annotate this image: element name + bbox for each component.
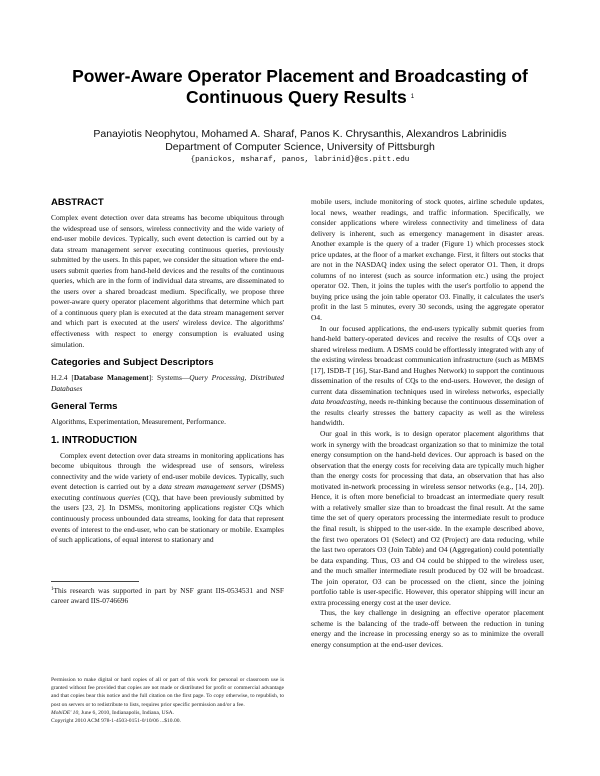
right-paragraph-2: In our focused applications, the end-users typically submit queries from hand-held battery-operated devices and receive the results of CQs over a shared wireless medium. A DSMS could be effortlessly integrated with any of the existing wireless broadcast communication infrastructure (such as MBMS [17], ISDB-T [16], Star-Band and Hughes Network) to support the continuous dissemination of the results of CQs to the end-users. However, the design of current data dissemination techniques used in wireless networks, especially data broadcasting, needs re-thinking because the continuous dissemination of the results clearly stresses the battery capacity as well as the wireless handwidth. — [311, 323, 545, 428]
general-terms-text: Algorithms, Experimentation, Measurement, Performance. — [51, 417, 226, 427]
introduction-heading: 1. INTRODUCTION — [51, 434, 137, 446]
copyright-line: Copyright 2010 ACM 978-1-4503-0151-0/10/06 ...$10.00. — [51, 718, 181, 725]
right-paragraph-3: Our goal in this work, is to design operator placement algorithms that work in synergy with the broadcast organization so that to minimize the total energy consumption on the hand-held devices. Our approach is based on the observation that the energy costs for receiving data are typically much higher than the energy costs for processing that data, an observation that has also motivated in-network processing in wireless sensor networks (e.g., [14, 20]). Hence, it is often more beneficial to broadcast an intermediate query result with a relatively smaller size than to broadcast the final result. At the same time the set of query operators processing the intermediate result to produce the final result, is shipped to the user-side. In the example described above, the first two operators O1 (Select) and O2 (Project) are data reducing, while the last two operators O3 (Join Table) and O4 (Aggregation) could potentially be data expanding. Thus, O3 and O4 could be shipped to the wireless user, and the much smaller intermediate result produced by O2 will be broadcast. The join operator, O3 can be processed on the client, since the joining portfolio table is user-specific. However, this operator shipping will incur an extra processing energy cost at the user device. — [311, 429, 544, 607]
footnote-divider — [51, 581, 139, 582]
left-column — [51, 197, 284, 546]
categories-heading: Categories and Subject Descriptors — [51, 357, 214, 369]
permission-notice — [51, 676, 284, 725]
author-names: Panayiotis Neophytou, Mohamed A. Sharaf, Panos K. Chrysanthis, Alexandros Labrinidis — [93, 128, 507, 140]
permission-text: Permission to make digital or hard copies of all or part of this work for personal or classroom use is granted without fee provided that copies are not made or distributed for profit or commercial advantage and that copies bear this notice and the full citation on the first page. To copy otherwise, to republish, to post on servers or to redistribute to lists, requires prior specific permission and/or a fee. — [51, 677, 284, 708]
author-emails: {panickos, msharaf, panos, labrinid}@cs.pitt.edu — [190, 156, 410, 164]
title-footnote-mark: 1 — [410, 94, 415, 100]
title-line-1: Power-Aware Operator Placement and Broadcasting of — [72, 66, 528, 86]
abstract-text: Complex event detection over data streams has become ubiquitous through the widespread use of sensors, wireless connectivity and the wide variety of end-user mobile devices. Typically, such event detection is carried out by a data stream management server executing continuous queries, previously submitted by the users. In this paper, we consider the situation where the end-users submit queries from hand-held devices and the results of the continuous queries, which are in the form of individual data streams, are disseminated to the users over a shared broadcast medium. Specifically, we propose three power-aware query operator placement algorithms that determine which part of a continuous query plan is executed at the data stream management server and which part is executed at the users' wireless device. The algorithms' effectiveness with respect to energy consumption is evaluated using simulation. — [51, 213, 284, 349]
paper-title — [40, 66, 560, 108]
introduction-paragraph: Complex event detection over data streams in monitoring applications has become ubiquitous through the widespread use of sensors, wireless connectivity and the wide variety of end-user mobile devices. Typically, such event detection is carried out by a data stream management server (DSMS) executing continuous queries (CQ), that have been previously submitted by the users [23, 2]. In DSMSs, monitoring applications register CQs which continuously process unbounded data streams, looking for data that represent events of interest to the end-user, who can be stationary or mobile. Examples of such applications, of equal interest to stationary and — [51, 450, 284, 545]
affiliation: Department of Computer Science, University of Pittsburgh — [165, 141, 435, 153]
right-paragraph-1: mobile users, include monitoring of stock quotes, airline schedule updates, local news, weather readings, and traffic information. Specifically, we consider applications where wireless connectivity and timeliness of data delivery is inherent, such as emergency management in disaster areas. Another example is the query of a trader (Figure 1) which processes stock price updates, at the floor of a market exchange. First, it filters out stocks that are not in the NASDAQ index using the select operator O1. Then, it drops columns of no interest (such as source information etc.) using the project operator O2. Then, it joins the tuples with the user's portfolio to append the buying price using the join table operator O3. Finally, it calculates the user's profit in the last 5 minutes, every 30 seconds, using the aggregate operator O4. — [311, 197, 544, 323]
author-block — [40, 128, 560, 154]
general-terms-heading: General Terms — [51, 401, 118, 413]
venue-line: MobiDE' 10, June 6, 2010, Indianapolis, Indiana, USA. — [51, 709, 175, 716]
abstract-heading: ABSTRACT — [51, 197, 104, 208]
right-column — [311, 197, 544, 651]
footnote: $^1$This research was supported in part by NSF grant IIS-0534531 and NSF career award IIS-0746696 — [51, 586, 284, 605]
right-paragraph-4: Thus, the key challenge in designing an effective operator placement scheme is the balancing of the trade-off between the reduction in tuning energy and the increase in processing energy so as to minimize the overall energy consumption at the end-user devices. — [311, 608, 544, 649]
title-line-2: Continuous Query Results — [185, 87, 407, 107]
categories-text: H.2.4 [Database Management]: Systems—Query Processing, Distributed Databases — [51, 373, 284, 393]
